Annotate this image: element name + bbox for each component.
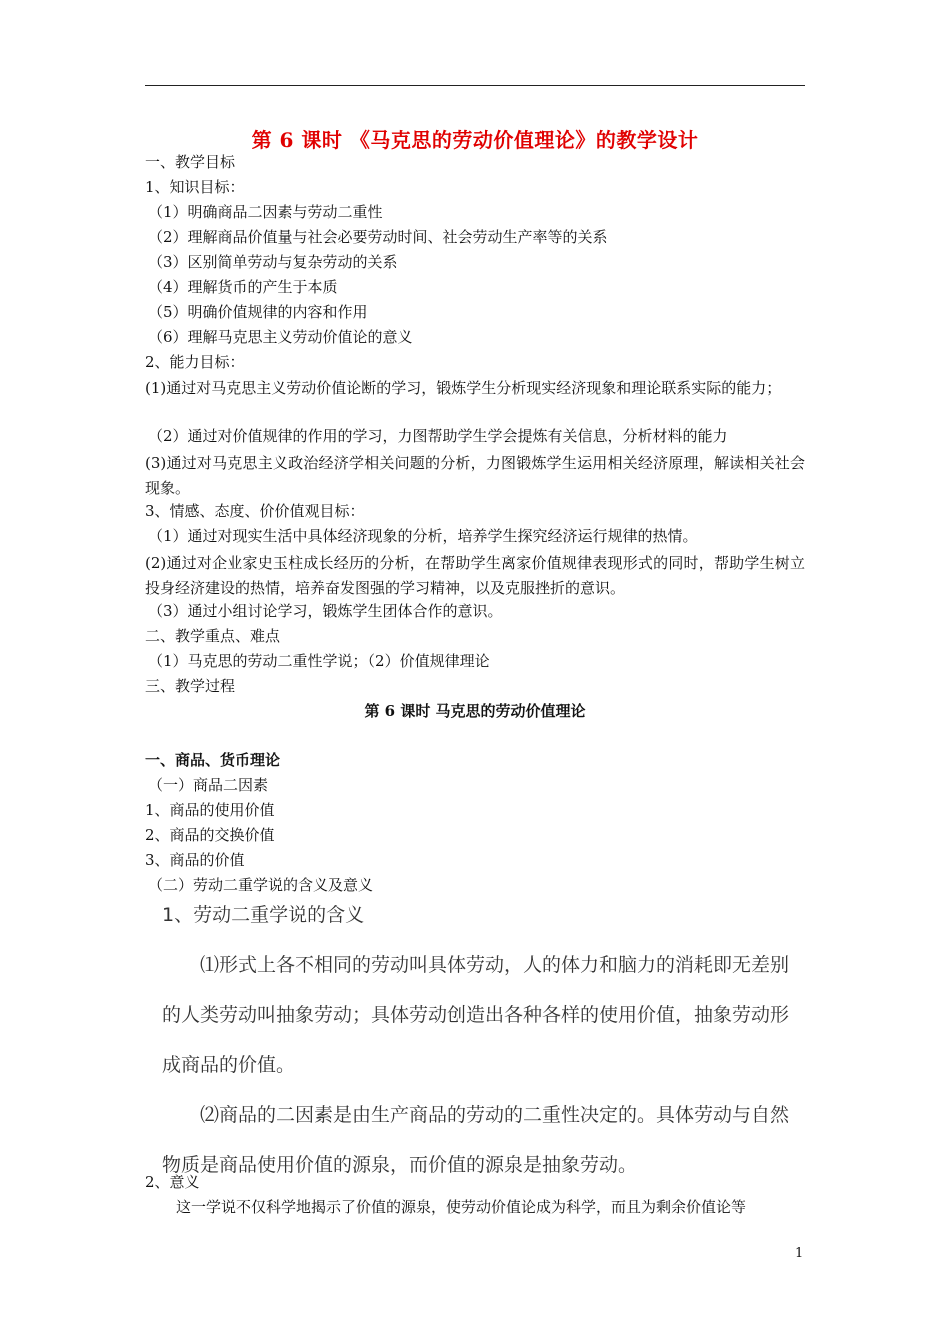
emotion-heading: 3、情感、态度、价价值观目标：: [145, 502, 365, 520]
meaning-heading: 2、意义: [145, 1173, 200, 1191]
list-item: 2、商品的交换价值: [145, 826, 275, 844]
subsection-heading: （一）商品二因素: [148, 776, 269, 794]
header-rule: [145, 85, 805, 86]
page-number: 1: [795, 1246, 804, 1261]
meaning-text: 这一学说不仅科学地揭示了价值的源泉，使劳动价值论成为科学，而且为剩余价值论等: [176, 1198, 747, 1216]
emotion-item-1: （1）通过对现实生活中具体经济现象的分析，培养学生探究经济运行规律的热情。: [148, 527, 698, 545]
emotion-item-3: （3）通过小组讨论学习，锻炼学生团体合作的意识。: [148, 602, 503, 620]
list-item: 1、商品的使用价值: [145, 801, 275, 819]
key-points-heading: 二、教学重点、难点: [145, 627, 281, 645]
slide-heading: 1、劳动二重学说的含义: [162, 904, 365, 926]
knowledge-item: （2）理解商品价值量与社会必要劳动时间、社会劳动生产率等的关系: [148, 228, 608, 246]
list-item: 3、商品的价值: [145, 851, 245, 869]
slide-paragraph-1: ⑴形式上各不相同的劳动叫具体劳动，人的体力和脑力的消耗即无差别的人类劳动叫抽象劳动；具体劳动创造出各种各样的使用价值，抽象劳动形成商品的价值。: [162, 954, 790, 1076]
knowledge-item: （6）理解马克思主义劳动价值论的意义: [148, 328, 413, 346]
knowledge-item: （5）明确价值规律的内容和作用: [148, 303, 368, 321]
embedded-slide-image: [152, 896, 802, 1176]
knowledge-item: （3）区别简单劳动与复杂劳动的关系: [148, 253, 398, 271]
key-points-text: （1）马克思的劳动二重性学说；（2）价值规律理论: [148, 652, 490, 670]
document-title: 第 6 课时 《马克思的劳动价值理论》的教学设计: [251, 128, 699, 152]
objectives-heading: 一、教学目标: [145, 153, 236, 171]
knowledge-item: （4）理解货币的产生于本质: [148, 278, 338, 296]
lesson-subtitle: 第 6 课时 马克思的劳动价值理论: [364, 702, 586, 720]
ability-item-1: (1)通过对马克思主义劳动价值论断的学习，锻炼学生分析现实经济现象和理论联系实际的能力；: [145, 379, 782, 397]
subsection-heading: （二）劳动二重学说的含义及意义: [148, 876, 374, 894]
ability-item-3: (3)通过对马克思主义政治经济学相关问题的分析，力图锻炼学生运用相关经济原理，解读相关社会现象。: [145, 454, 805, 497]
ability-heading: 2、能力目标：: [145, 353, 245, 371]
process-heading: 三、教学过程: [145, 677, 236, 695]
slide-paragraph-2: ⑵商品的二因素是由生产商品的劳动的二重性决定的。具体劳动与自然物质是商品使用价值的源泉，而价值的源泉是抽象劳动。: [162, 1104, 790, 1176]
ability-item-2: （2）通过对价值规律的作用的学习，力图帮助学生学会提炼有关信息，分析材料的能力: [148, 427, 728, 445]
emotion-item-2: (2)通过对企业家史玉柱成长经历的分析，在帮助学生离家价值规律表现形式的同时，帮助学生树立投身经济建设的热情，培养奋发图强的学习精神，以及克服挫折的意识。: [145, 554, 805, 597]
knowledge-heading: 1、知识目标：: [145, 178, 245, 196]
knowledge-item: （1）明确商品二因素与劳动二重性: [148, 203, 383, 221]
section-heading: 一、商品、货币理论: [145, 751, 281, 769]
